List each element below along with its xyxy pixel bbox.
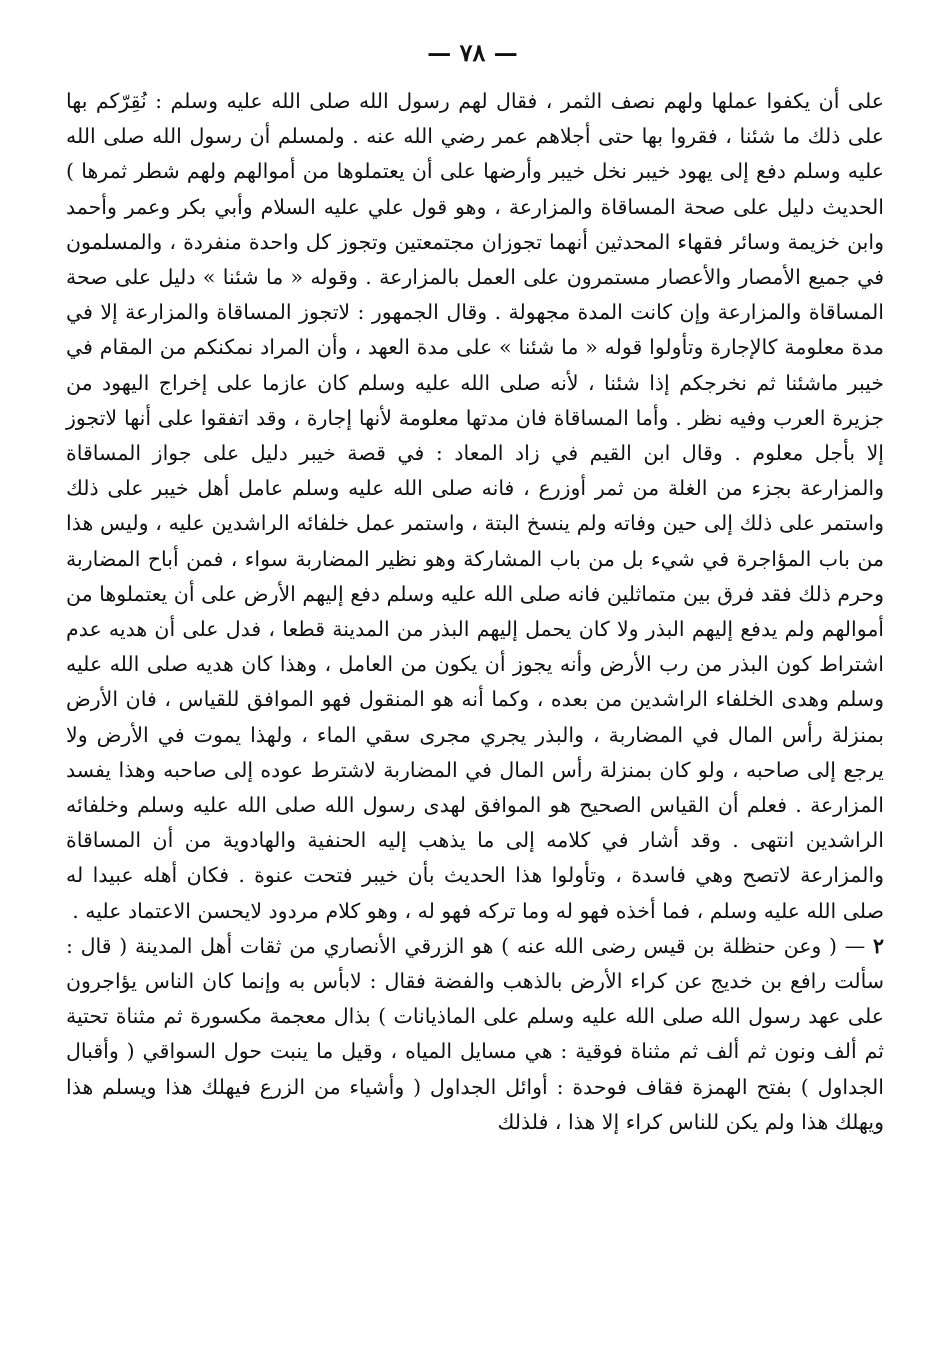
main-paragraph: على أن يكفوا عملها ولهم نصف الثمر ، فقال لهم رسول الله صلى الله عليه وسلم : نُقِرّكم بها على ذلك ما شئنا ، فقروا بها حتى أجلاهم عمر رضي الله عنه . ولمسلم أن رسول الله صلى الله عليه وسلم دفع إلى يهود خيبر نخل خيبر وأرضها على أن يعتملوها من أموالهم ولهم شطر ثمرها ) الحديث دليل على صحة المساقاة والمزارعة ، وهو قول علي عليه السلام وأبي بكر وعمر وأحمد وابن خزيمة وسائر فقهاء المحدثين أنهما تجوزان مجتمعتين وتجوز كل واحدة منفردة ، والمسلمون في جميع الأمصار والأعصار مستمرون على العمل بالمزارعة . وقوله « ما شئنا » دليل على صحة المساقاة والمزارعة وإن كانت المدة مجهولة . وقال الجمهور : لاتجوز المساقاة والمزارعة إلا في مدة معلومة كالإجارة وتأولوا قوله « ما شئنا » على مدة العهد ، وأن المراد نمكنكم من المقام في خيبر ماشئنا ثم نخرجكم إذا شئنا ، لأنه صلى الله عليه وسلم كان عازما على إخراج اليهود من جزيرة العرب وفيه نظر . وأما المساقاة فان مدتها معلومة لأنها إجارة ، وقد اتفقوا على أنها لاتجوز إلا بأجل معلوم . وقال ابن القيم في زاد المعاد : في قصة خيبر دليل على جواز المساقاة والمزارعة بجزء من الغلة من ثمر أوزرع ، فانه صلى الله عليه وسلم عامل أهل خيبر على ذلك واستمر على ذلك إلى حين وفاته ولم ينسخ البتة ، واستمر عمل خلفائه الراشدين عليه ، وليس هذا من باب المؤاجرة في شيء بل من باب المشاركة وهو نظير المضاربة سواء ، فمن أباح المضاربة وحرم ذلك فقد فرق بين متماثلين فانه صلى الله عليه وسلم دفع إليهم الأرض على أن يعتملوها من أموالهم ولم يدفع إليهم البذر ولا كان يحمل إليهم البذر من المدينة قطعا ، فدل على أن هديه عدم اشتراط كون البذر من رب الأرض وأنه يجوز أن يكون من العامل ، وهذا كان هديه صلى الله عليه وسلم وهدى الخلفاء الراشدين من بعده ، وكما أنه هو المنقول فهو الموافق للقياس ، فان الأرض بمنزلة رأس المال في المضاربة ، والبذر يجري مجرى سقي الماء ، ولهذا يموت في الأرض ولا يرجع إلى صاحبه ، ولو كان بمنزلة رأس المال في المضاربة لاشترط عوده إلى صاحبه وهذا يفسد المزارعة . فعلم أن القياس الصحيح هو الموافق لهدى رسول الله صلى الله عليه وسلم وخلفائه الراشدين انتهى . وقد أشار في كلامه إلى ما يذهب إليه الحنفية والهادوية من أن المساقاة والمزارعة لاتصح وهي فاسدة ، وتأولوا هذا الحديث بأن خيبر فتحت عنوة . فكان أهله عبيدا له صلى الله عليه وسلم ، فما أخذه فهو له وما تركه فهو له ، وهو كلام مردود لايحسن الاعتماد عليه . bbox=[66, 89, 884, 923]
footnote-paragraph bbox=[66, 929, 884, 1140]
footnote-text: — ( وعن حنظلة بن قيس رضى الله عنه ) هو الزرقي الأنصاري من ثقات أهل المدينة ( قال : سألت رافع بن خديج عن كراء الأرض بالذهب والفضة فقال : لابأس به وإنما كان الناس يؤاجرون على عهد رسول الله صلى الله عليه وسلم على الماذيانات ) بذال معجمة مكسورة ثم مثناة تحتية ثم ألف ونون ثم ألف ثم مثناة فوقية : هي مسايل المياه ، وقيل ما ينبت حول السواقي ( وأقبال الجداول ) بفتح الهمزة فقاف فوحدة : أوائل الجداول ( وأشياء من الزرع فيهلك هذا ويسلم هذا ويهلك هذا ولم يكن للناس كراء إلا هذا ، فلذلك bbox=[66, 933, 884, 1134]
page-number: — ٧٨ — bbox=[427, 38, 518, 67]
body-text bbox=[66, 84, 884, 1140]
footnote-number: ٢ bbox=[872, 933, 884, 958]
